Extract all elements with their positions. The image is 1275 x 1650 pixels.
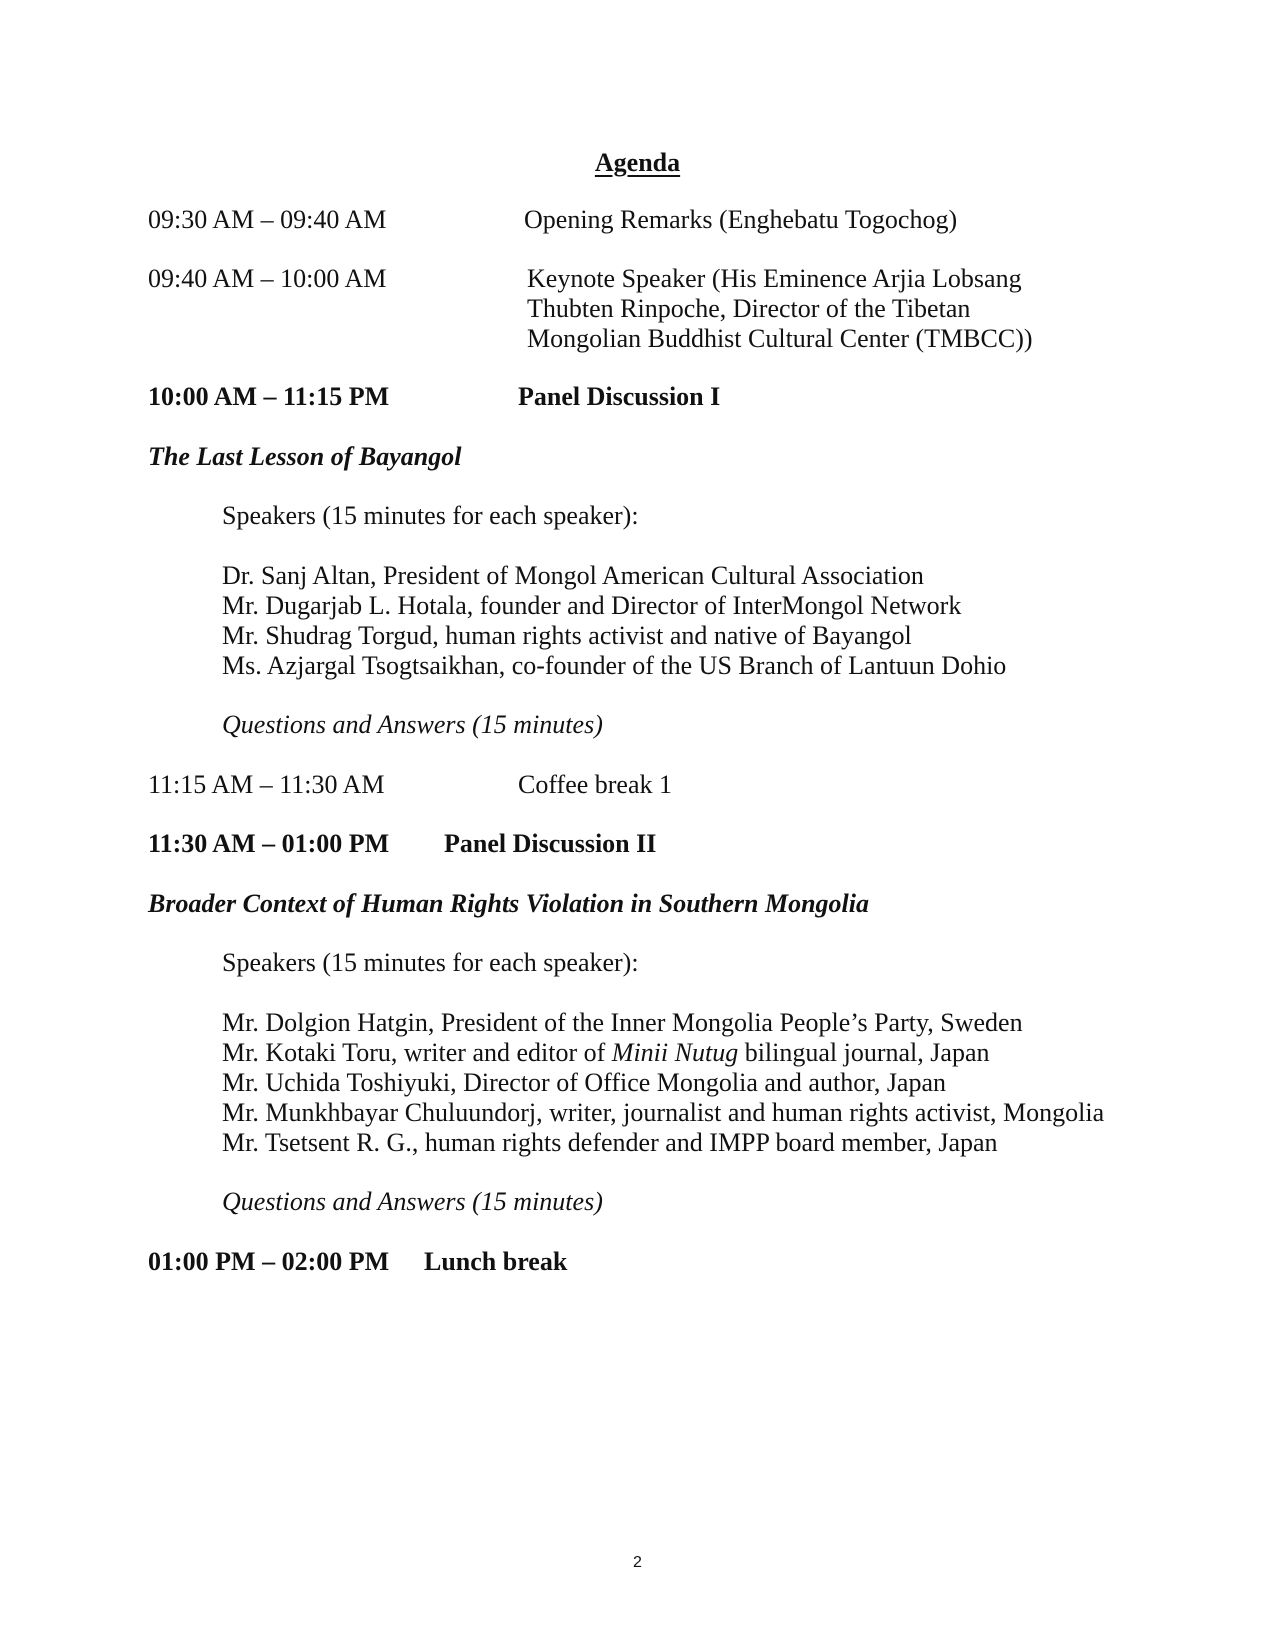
- speaker-item: Dr. Sanj Altan, President of Mongol American Cultural Association: [222, 561, 924, 590]
- panel2-time: 11:30 AM – 01:00 PM: [148, 829, 390, 858]
- panel1-time: 10:00 AM – 11:15 PM: [148, 382, 390, 411]
- lunch-time: 01:00 PM – 02:00 PM: [148, 1247, 390, 1276]
- panel1-label: Panel Discussion I: [518, 382, 721, 411]
- speaker-item: Mr. Shudrag Torgud, human rights activist and native of Bayangol: [222, 621, 912, 650]
- speaker-item: Mr. Munkhbayar Chuluundorj, writer, journalist and human rights activist, Mongolia: [222, 1098, 1105, 1127]
- opening-description: Opening Remarks (Enghebatu Togochog): [524, 205, 958, 234]
- panel1-topic: The Last Lesson of Bayangol: [148, 442, 462, 471]
- speaker-item: Mr. Dolgion Hatgin, President of the Inner Mongolia People’s Party, Sweden: [222, 1008, 1023, 1037]
- page-number: 2: [633, 1554, 642, 1571]
- panel2-label: Panel Discussion II: [444, 829, 657, 858]
- speaker-text: bilingual journal, Japan: [738, 1038, 990, 1067]
- panel2-qa: Questions and Answers (15 minutes): [222, 1187, 603, 1216]
- panel1-speaker-list: [222, 561, 1006, 681]
- coffee-time: 11:15 AM – 11:30 AM: [148, 770, 385, 799]
- speaker-item: Mr. Tsetsent R. G., human rights defender and IMPP board member, Japan: [222, 1128, 998, 1157]
- speaker-item: Mr. Uchida Toshiyuki, Director of Office Mongolia and author, Japan: [222, 1068, 947, 1097]
- coffee-label: Coffee break 1: [518, 770, 673, 799]
- speaker-item: Mr. Dugarjab L. Hotala, founder and Director of InterMongol Network: [222, 591, 962, 620]
- speaker-item: Ms. Azjargal Tsogtsaikhan, co-founder of the US Branch of Lantuun Dohio: [222, 651, 1007, 680]
- panel2-topic: Broader Context of Human Rights Violation in Southern Mongolia: [148, 889, 869, 918]
- journal-title: Minii Nutug: [611, 1038, 739, 1067]
- panel2-speakers-heading: Speakers (15 minutes for each speaker):: [222, 948, 639, 977]
- speaker-item: [222, 1038, 1104, 1068]
- speaker-text: Mr. Kotaki Toru, writer and editor of: [222, 1038, 612, 1067]
- keynote-description: [527, 264, 1033, 354]
- opening-time: 09:30 AM – 09:40 AM: [148, 205, 387, 234]
- agenda-title: Agenda: [594, 148, 681, 177]
- keynote-line: Thubten Rinpoche, Director of the Tibetan: [527, 294, 971, 323]
- panel1-qa: Questions and Answers (15 minutes): [222, 710, 603, 739]
- keynote-time: 09:40 AM – 10:00 AM: [148, 264, 387, 293]
- lunch-label: Lunch break: [424, 1247, 568, 1276]
- keynote-line: Keynote Speaker (His Eminence Arjia Lobsang: [527, 264, 1022, 293]
- panel1-speakers-heading: Speakers (15 minutes for each speaker):: [222, 501, 639, 530]
- panel2-speaker-list: [222, 1008, 1104, 1158]
- keynote-line: Mongolian Buddhist Cultural Center (TMBCC)): [527, 324, 1033, 353]
